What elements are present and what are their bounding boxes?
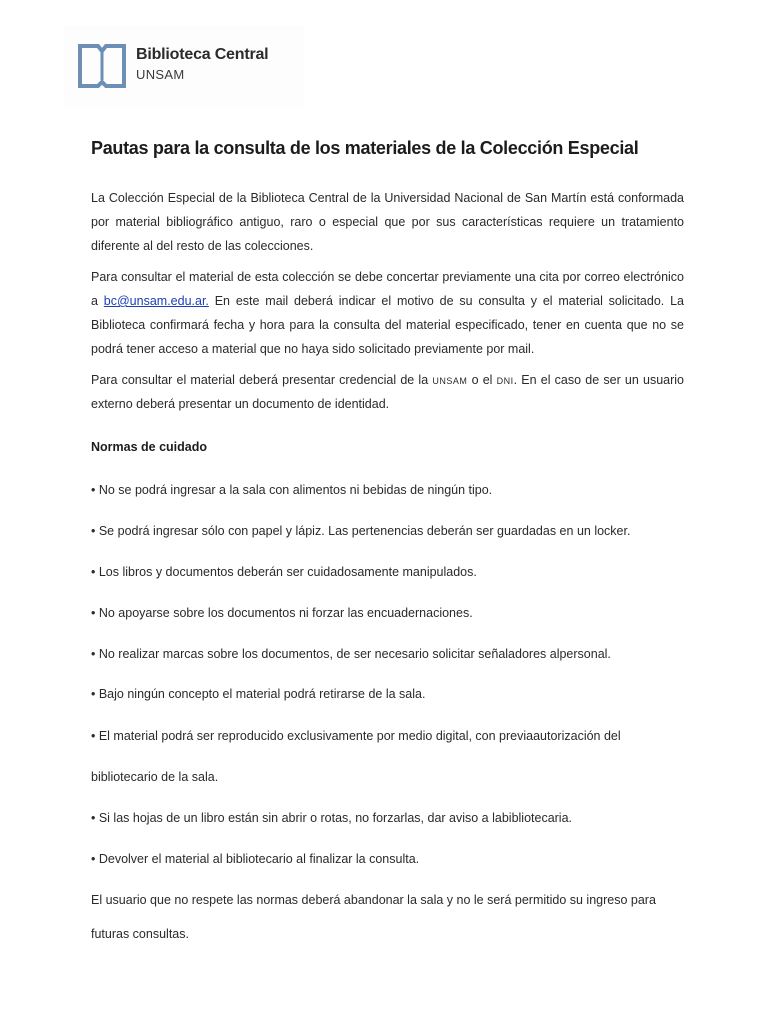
unsam-abbr: unsam bbox=[432, 373, 468, 387]
credential-text-c: . En el caso de ser un usuario externo deberá presentar un documento de identidad. bbox=[91, 373, 685, 411]
rule-item: • Bajo ningún concepto el material podrá retirarse de la sala. bbox=[91, 687, 426, 701]
contact-paragraph bbox=[91, 265, 684, 361]
rule-item: • El material podrá ser reproducido exclusivamente por medio digital, con previaautorización del bbox=[91, 729, 621, 743]
rule-item: • No apoyarse sobre los documentos ni forzar las encuadernaciones. bbox=[91, 606, 473, 620]
rule-item-continuation: bibliotecario de la sala. bbox=[91, 770, 219, 784]
rule-item: • Devolver el material al bibliotecario al finalizar la consulta. bbox=[91, 852, 420, 866]
rule-item: • No realizar marcas sobre los documentos, de ser necesario solicitar señaladores alpersonal. bbox=[91, 647, 611, 661]
rule-item: • Si las hojas de un libro están sin abrir o rotas, no forzarlas, dar aviso a labibliotecaria. bbox=[91, 811, 573, 825]
email-link[interactable]: bc@unsam.edu.ar. bbox=[103, 294, 209, 308]
credential-text-a: Para consultar el material deberá presentar credencial de la bbox=[91, 373, 433, 387]
page-title: Pautas para la consulta de los materiales de la Colección Especial bbox=[91, 138, 639, 158]
logo-title: Biblioteca Central bbox=[136, 46, 269, 63]
rule-item: • Los libros y documentos deberán ser cuidadosamente manipulados. bbox=[91, 565, 477, 579]
credential-text-b: o el bbox=[467, 373, 497, 387]
closing-line: futuras consultas. bbox=[91, 927, 189, 941]
closing-line: El usuario que no respete las normas deberá abandonar la sala y no le será permitido su ingreso para bbox=[91, 893, 656, 907]
norms-heading: Normas de cuidado bbox=[91, 440, 207, 454]
contact-text-end: En este mail deberá indicar el motivo de su consulta y el material solicitado. La Biblioteca confirmará fecha y hora para la consulta del material especificado, tener en cuenta que no se podrá tener acceso a material que no haya sido solicitado previamente por mail. bbox=[91, 294, 684, 356]
contact-text-start: Para consultar el material de esta colección se debe concertar previamente una cita por correo electrónico a bbox=[91, 270, 684, 308]
open-book-logo-icon bbox=[76, 42, 128, 90]
intro-paragraph: La Colección Especial de la Biblioteca Central de la Universidad Nacional de San Martín está conformada por material bibliográfico antiguo, raro o especial que por sus características requiere un tratamiento diferente al del resto de las colecciones. bbox=[91, 191, 684, 253]
rule-item: • Se podrá ingresar sólo con papel y lápiz. Las pertenencias deberán ser guardadas en un locker. bbox=[91, 524, 631, 538]
dni-abbr: dni bbox=[496, 373, 514, 387]
credential-paragraph bbox=[91, 368, 684, 416]
rule-item: • No se podrá ingresar a la sala con alimentos ni bebidas de ningún tipo. bbox=[91, 483, 493, 497]
logo-subtitle: UNSAM bbox=[136, 67, 185, 82]
